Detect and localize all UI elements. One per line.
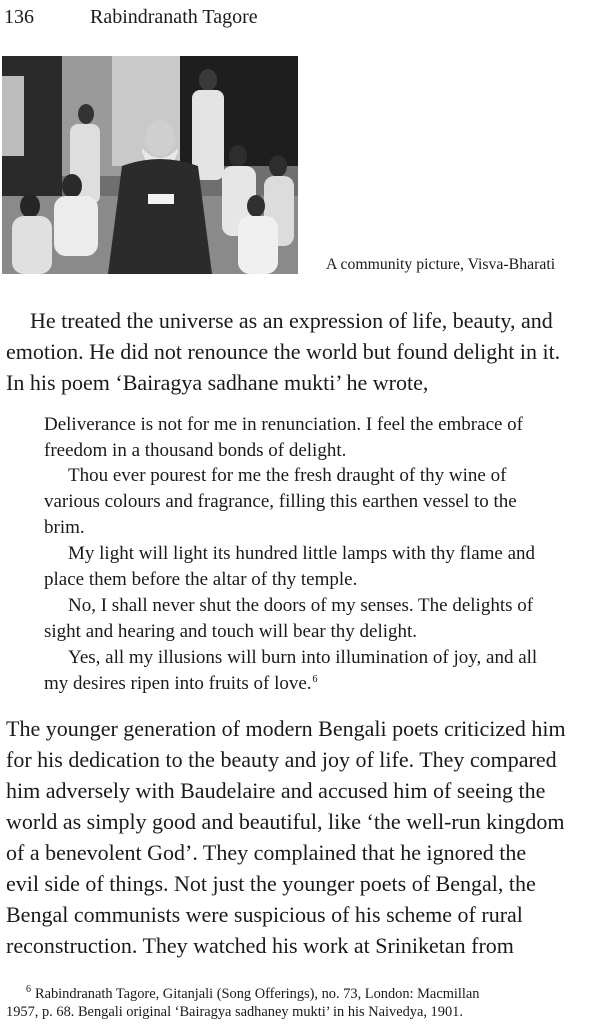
paragraph-line: of a benevolent God’. They complained that he ignored the	[6, 840, 527, 865]
running-title: Rabindranath Tagore	[90, 6, 258, 28]
quote-line: various colours and fragrance, filling this earthen vessel to the	[44, 491, 517, 512]
paragraph-line: world as simply good and beautiful, like ‘the well-run kingdom	[6, 809, 565, 834]
community-photo	[2, 56, 298, 274]
footnote	[26, 984, 479, 1003]
paragraph-line: Bengal communists were suspicious of his scheme of rural	[6, 902, 523, 927]
running-header	[2, 4, 598, 32]
figure-caption: A community picture, Visva-Bharati	[326, 256, 556, 273]
paragraph-line: evil side of things. Not just the younger poets of Bengal, the	[6, 871, 536, 896]
paragraph-line: reconstruction. They watched his work at Sriniketan from	[6, 933, 514, 958]
page-number: 136	[4, 6, 34, 28]
quote-line	[44, 673, 318, 695]
footnote-text: Rabindranath Tagore, Gitanjali (Song Offerings), no. 73, London: Macmillan	[35, 985, 480, 1002]
paragraph-line: emotion. He did not renounce the world but found delight in it.	[6, 339, 561, 364]
quote-line: No, I shall never shut the doors of my senses. The delights of	[68, 595, 534, 616]
footnote-continuation: 1957, p. 68. Bengali original ‘Bairagya sadhaney mukti’ in his Naivedya, 1901.	[6, 1004, 463, 1020]
paragraph-line: He treated the universe as an expression of life, beauty, and	[30, 308, 553, 333]
quote-line: freedom in a thousand bonds of delight.	[44, 440, 347, 461]
quote-line: brim.	[44, 517, 85, 538]
quote-line: My light will light its hundred little lamps with thy flame and	[68, 543, 536, 564]
quote-line: place them before the altar of thy temple.	[44, 569, 358, 590]
paragraph-line: him adversely with Baudelaire and accused him of seeing the	[6, 778, 546, 803]
quote-line: Deliverance is not for me in renunciation. I feel the embrace of	[44, 414, 524, 435]
paragraph-line: for his dedication to the beauty and joy of life. They compared	[6, 747, 557, 772]
quote-line: sight and hearing and touch will bear thy delight.	[44, 621, 418, 642]
quote-line: Thou ever pourest for me the fresh draught of thy wine of	[68, 465, 507, 486]
quote-line: Yes, all my illusions will burn into illumination of joy, and all	[68, 647, 538, 668]
quote-line-text: my desires ripen into fruits of love.	[44, 673, 312, 694]
footnote-marker: 6	[26, 984, 31, 995]
footnote-reference: 6	[312, 673, 318, 685]
paragraph-line: In his poem ‘Bairagya sadhane mukti’ he wrote,	[6, 370, 429, 395]
paragraph-line: The younger generation of modern Bengali poets criticized him	[6, 716, 566, 741]
